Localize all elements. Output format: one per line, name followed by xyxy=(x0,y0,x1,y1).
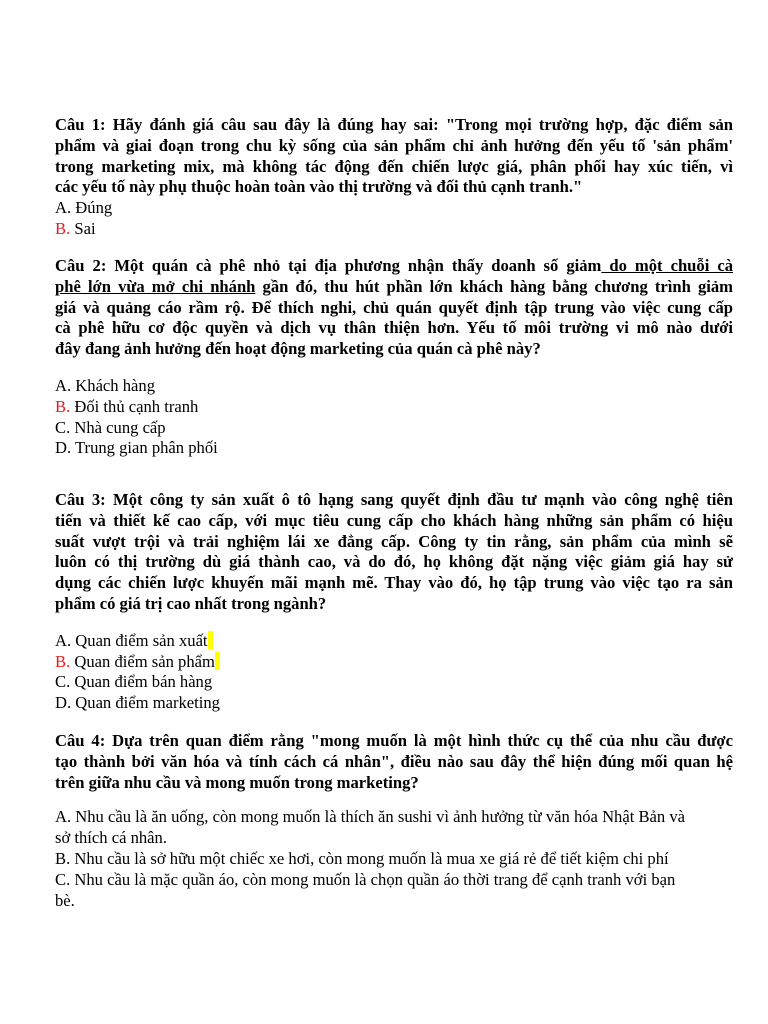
stem-line: trong marketing mix, mà không tác động đến chiến lược giá, phân phối hay xúc tiến, vì xyxy=(55,156,733,176)
question-3-stem xyxy=(55,490,733,615)
underlined-text: phê lớn vừa mở chi nhánh xyxy=(55,276,256,296)
option-letter-correct: B. xyxy=(55,218,71,238)
option-text: Quan điểm sản phẩm xyxy=(70,651,215,671)
question-1-stem xyxy=(55,115,733,198)
question-1 xyxy=(55,115,733,240)
option-text: Quan điểm marketing xyxy=(71,693,220,713)
question-3 xyxy=(55,490,733,714)
option-letter: D. xyxy=(55,438,72,458)
option-d xyxy=(55,438,733,459)
option-b xyxy=(55,397,733,418)
question-2-options xyxy=(55,376,733,459)
stem-line: giá và quảng cáo rầm rộ. Để thích nghi, chủ quán quyết định tập trung vào việc cung cấp xyxy=(55,297,733,317)
highlight-mark xyxy=(215,652,220,670)
option-text: Trung gian phân phối xyxy=(71,438,218,458)
option-text: Đúng xyxy=(71,198,113,218)
stem-line: tạo thành bởi văn hóa và tính cách cá nhân", điều nào sau đây thể hiện đúng mối quan hệ xyxy=(55,751,733,771)
stem-line: trên giữa nhu cầu và mong muốn trong marketing? xyxy=(55,772,419,792)
question-4-options xyxy=(55,807,733,911)
option-text: Nhà cung cấp xyxy=(70,417,166,437)
stem-line: Câu 4: Dựa trên quan điểm rằng "mong muốn là một hình thức cụ thể của nhu cầu được xyxy=(55,731,733,750)
option-a xyxy=(55,376,733,397)
stem-text: Câu 2: Một quán cà phê nhỏ tại địa phương nhận thấy doanh số giảm xyxy=(55,256,602,275)
question-2-stem xyxy=(55,256,733,360)
stem-line: tiến và thiết kế cao cấp, với mục tiêu cung cấp cho khách hàng những sản phẩm có hiệu xyxy=(55,510,733,530)
stem-line: suất vượt trội và trải nghiệm lái xe đẳng cấp. Công ty tin rằng, sản phẩm của mình sẽ xyxy=(55,531,733,551)
option-a-line: A. Nhu cầu là ăn uống, còn mong muốn là thích ăn sushi vì ảnh hưởng từ văn hóa Nhật Bản và xyxy=(55,807,686,827)
stem-line: cà phê hữu cơ độc quyền và dịch vụ thân thiện hơn. Yếu tố môi trường vi mô nào dưới xyxy=(55,318,733,338)
option-text: Quan điểm sản xuất xyxy=(71,630,208,650)
stem-line: dụng các chiến lược khuyến mãi mạnh mẽ. Thay vào đó, họ tập trung vào việc tạo ra sản xyxy=(55,573,733,593)
option-c xyxy=(55,672,733,693)
stem-line: luôn có thị trường dù giá thành cao, và do đó, họ không đặt nặng việc giảm giá hay sử xyxy=(55,552,733,572)
option-letter-correct: B. xyxy=(55,651,71,671)
question-1-options xyxy=(55,198,733,240)
stem-line: Câu 1: Hãy đánh giá câu sau đây là đúng hay sai: "Trong mọi trường hợp, đặc điểm sản xyxy=(55,115,733,134)
stem-text: gần đó, thu hút phần lớn khách hàng bằng chương trình giảm xyxy=(255,276,733,296)
question-4 xyxy=(55,731,733,911)
stem-line: Câu 3: Một công ty sản xuất ô tô hạng sang quyết định đầu tư mạnh vào công nghệ tiên xyxy=(55,490,733,509)
option-b xyxy=(55,652,733,673)
option-text: Quan điểm bán hàng xyxy=(70,672,213,692)
option-a xyxy=(55,631,733,652)
option-d xyxy=(55,693,733,714)
option-a xyxy=(55,198,733,219)
option-text: Đối thủ cạnh tranh xyxy=(70,396,199,416)
stem-line xyxy=(55,256,733,277)
stem-line: phẩm có giá trị cao nhất trong ngành? xyxy=(55,593,327,613)
option-b xyxy=(55,219,733,240)
stem-line: đây đang ảnh hưởng đến hoạt động marketing của quán cà phê này? xyxy=(55,339,541,359)
stem-line xyxy=(55,277,733,298)
option-letter: C. xyxy=(55,672,71,692)
option-c xyxy=(55,418,733,439)
option-letter-correct: B. xyxy=(55,396,71,416)
option-letter: C. xyxy=(55,417,71,437)
option-b-line: B. Nhu cầu là sở hữu một chiếc xe hơi, còn mong muốn là mua xe giá rẻ để tiết kiệm chi phí xyxy=(55,848,669,868)
highlight-mark xyxy=(208,631,213,649)
option-letter: D. xyxy=(55,693,72,713)
option-c-line: bè. xyxy=(55,890,75,910)
option-text: Sai xyxy=(70,218,96,238)
option-letter: A. xyxy=(55,375,72,395)
option-letter: A. xyxy=(55,198,72,218)
stem-line: phẩm và giai đoạn trong chu kỳ sống của sản phẩm chỉ ảnh hưởng đến yếu tố 'sản phẩm' xyxy=(55,135,733,155)
option-c-line: C. Nhu cầu là mặc quần áo, còn mong muốn là chọn quần áo thời trang để cạnh tranh với bạn xyxy=(55,869,676,889)
option-a-line: sở thích cá nhân. xyxy=(55,828,167,848)
question-2 xyxy=(55,256,733,459)
option-letter: A. xyxy=(55,630,72,650)
underlined-text: do một chuỗi cà xyxy=(601,256,733,275)
stem-line: các yếu tố này phụ thuộc hoàn toàn vào thị trường và đối thủ cạnh tranh." xyxy=(55,177,583,197)
question-4-stem xyxy=(55,731,733,793)
question-3-options xyxy=(55,631,733,714)
option-text: Khách hàng xyxy=(71,375,156,395)
